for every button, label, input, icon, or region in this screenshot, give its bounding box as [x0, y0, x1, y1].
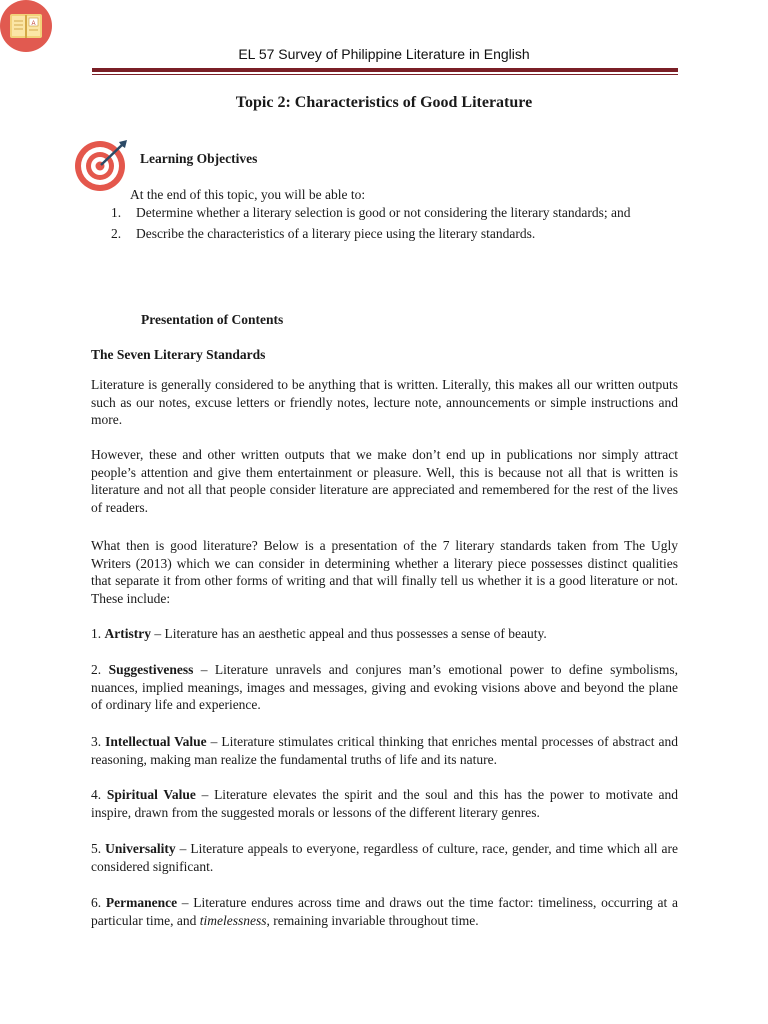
- header-rule-thick: [92, 68, 678, 72]
- list-item: [111, 225, 671, 243]
- objectives-list: [111, 204, 671, 245]
- standard-number: 3.: [91, 734, 102, 749]
- standard-item: [91, 894, 678, 929]
- standard-item: [91, 625, 678, 643]
- standard-item: [91, 786, 678, 821]
- standard-number: 1.: [91, 626, 102, 641]
- standard-text: – Literature appeals to everyone, regardless of culture, race, gender, and time which all are considered significant.: [91, 841, 679, 874]
- standard-item: [91, 661, 678, 714]
- standard-term: Universality: [105, 841, 176, 856]
- section-subheading: The Seven Literary Standards: [91, 347, 266, 362]
- topic-title: Topic 2: Characteristics of Good Literature: [235, 94, 533, 111]
- standard-text: , remaining invariable throughout time.: [266, 912, 479, 928]
- standard-text: – Literature elevates the spirit and the soul and this has the power to motivate and inspire, drawn from the suggested morals or lessons of the different literary genres.: [91, 787, 679, 820]
- standard-number: 4.: [91, 787, 102, 802]
- standard-term: Suggestiveness: [108, 662, 194, 677]
- standard-item: [91, 733, 678, 768]
- standard-term: Artistry: [104, 626, 151, 641]
- header-rule-thin: [92, 74, 678, 75]
- list-item-number: 2.: [111, 225, 122, 241]
- list-item-number: 1.: [111, 205, 122, 220]
- standard-number: 2.: [91, 662, 102, 677]
- standard-term: Spiritual Value: [106, 787, 196, 802]
- standard-text: – Literature has an aesthetic appeal and thus possesses a sense of beauty.: [150, 626, 547, 641]
- learning-objectives-label: Learning Objectives: [140, 151, 258, 166]
- standard-text: – Literature endures across time and draws out the time factor: timeliness, occurring at a particular time, and: [91, 895, 678, 928]
- standard-text: – Literature stimulates critical thinking that enriches mental processes of abstract and reasoning, making man realize the fundamental truths of life and its nature.: [91, 734, 678, 767]
- list-item-text: Determine whether a literary selection is good or not considering the literary standards; and: [136, 205, 631, 220]
- objectives-intro: At the end of this topic, you will be able to:: [130, 187, 366, 202]
- standard-term: Permanence: [105, 895, 178, 910]
- standard-term: Intellectual Value: [105, 734, 207, 749]
- target-icon: [74, 138, 126, 190]
- page-header: EL 57 Survey of Philippine Literature in English: [238, 46, 530, 62]
- standard-text: – Literature unravels and conjures man’s emotional power to define symbolisms, nuances, implied meanings, images and messages, giving and evoking visions above and beyond the plane of ordinary life and experience.: [91, 662, 678, 712]
- standard-item: [91, 840, 678, 875]
- presentation-label: Presentation of Contents: [141, 312, 284, 327]
- standard-italic: timelessness: [199, 912, 267, 928]
- svg-text:A: A: [31, 21, 36, 27]
- standard-number: 6.: [91, 895, 102, 910]
- paragraph: However, these and other written outputs that we make don’t end up in publications nor simply attract people’s attention and give them entertainment or pleasure. Well, this is because not all that is written is literature and not all that people consider literature are appreciated and remembered for the rest of the lives of readers.: [91, 447, 678, 515]
- paragraph: What then is good literature? Below is a presentation of the 7 literary standards taken from The Ugly Writers (2013) which we can consider in determining whether a literary piece possesses distinct qualities that separate it from other forms of writing and that will finally tell us whether it is a good literature or not. These include:: [91, 538, 678, 606]
- paragraph: Literature is generally considered to be anything that is written. Literally, this makes all our written outputs such as our notes, excuse letters or friendly notes, lecture note, announcements or simple instructions and more.: [91, 377, 678, 427]
- standard-number: 5.: [91, 841, 102, 856]
- book-icon: [0, 0, 52, 52]
- list-item-text: Describe the characteristics of a literary piece using the literary standards.: [136, 225, 536, 241]
- list-item: [111, 204, 671, 222]
